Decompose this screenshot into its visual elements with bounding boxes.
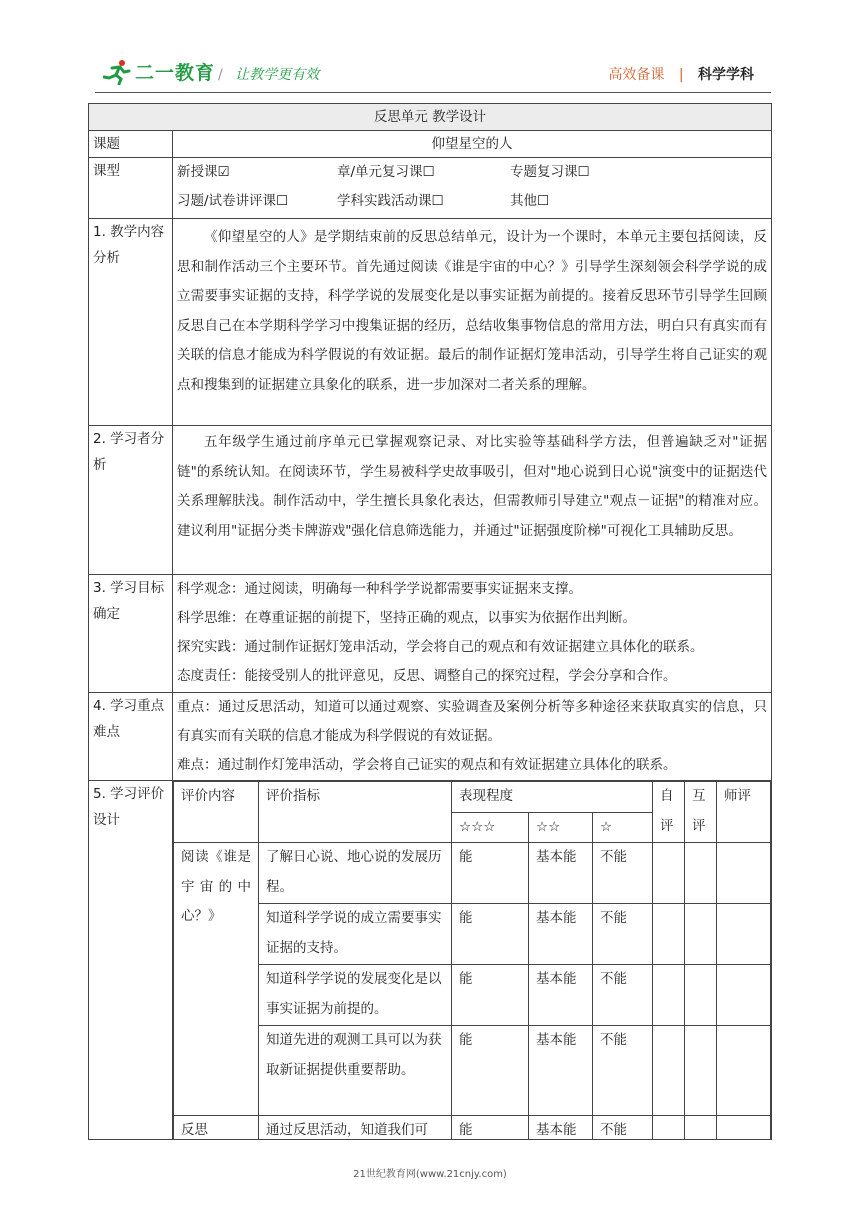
self-eval-cell — [653, 965, 685, 1026]
type-other: 其他☐ — [510, 193, 550, 209]
eval-header-row — [174, 782, 771, 813]
type-options — [173, 158, 772, 219]
difficult-point: 难点：通过制作灯笼串活动，学会将自己证实的观点和有效证据建立具体化的联系。 — [177, 757, 677, 773]
table-row — [174, 965, 771, 1026]
topic-row — [89, 131, 772, 158]
s2-paragraph: 五年级学生通过前序单元已掌握观察记录、对比实验等基础科学方法，但普遍缺乏对"证据链"的系统认知。在阅读环节，学生易被科学史故事吸引，但对"地心说到日心说"演变中的证据迭代关系理解肤浅。制作活动中，学生擅长具象化表达，但需教师引导建立"观点－证据"的精准对应。建议利用"证据分类卡牌游戏"强化信息筛选能力，并通过"证据强度阶梯"可视化工具辅助反思。 — [177, 434, 767, 539]
level-can: 能 — [452, 904, 529, 965]
level-cannot: 不能 — [593, 965, 653, 1026]
eval-h-content: 评价内容 — [174, 782, 259, 843]
teacher-eval-cell — [717, 1116, 771, 1140]
type-row — [89, 158, 772, 219]
eval-h-indicator: 评价指标 — [259, 782, 452, 843]
type-exercise-review: 习题/试卷讲评课☐ — [177, 193, 289, 209]
eval-h-self: 自评 — [653, 782, 685, 843]
tag-efficient-prep: 高效备课 — [608, 67, 665, 83]
content-analysis-row — [89, 219, 772, 426]
peer-eval-cell — [685, 1026, 717, 1116]
level-cannot: 不能 — [593, 1026, 653, 1116]
self-eval-cell — [653, 904, 685, 965]
eval-indicator: 知道科学学说的成立需要事实证据的支持。 — [259, 904, 452, 965]
objective-practice: 探究实践：通过制作证据灯笼串活动，学会将自己的观点和有效证据建立具体化的联系。 — [177, 639, 704, 655]
evaluation-row — [89, 781, 772, 1140]
evaluation-table — [173, 781, 771, 1139]
eval-indicator: 知道科学学说的发展变化是以事实证据为前提的。 — [259, 965, 452, 1026]
teacher-eval-cell — [717, 1026, 771, 1116]
self-eval-cell — [653, 1026, 685, 1116]
level-basic: 基本能 — [529, 1026, 593, 1116]
key-points-row — [89, 693, 772, 781]
table-row — [174, 1026, 771, 1116]
level-basic: 基本能 — [529, 843, 593, 904]
page-footer: 21世纪教育网(www.21cnjy.com) — [353, 1169, 507, 1180]
level-can: 能 — [452, 843, 529, 904]
s3-content — [173, 575, 772, 693]
slogan — [218, 64, 319, 84]
peer-eval-cell — [685, 843, 717, 904]
s1-label: 1. 教学内容分析 — [89, 219, 173, 426]
table-row — [174, 1116, 771, 1140]
tag-separator: | — [678, 67, 684, 83]
page-header — [0, 0, 860, 100]
lesson-design-table — [88, 103, 772, 1140]
peer-eval-cell — [685, 965, 717, 1026]
tag-subject: 科学学科 — [698, 67, 754, 83]
s5-label: 5. 学习评价设计 — [89, 781, 173, 1140]
eval-group-reflection: 反思 — [174, 1116, 259, 1140]
header-tags — [608, 64, 754, 84]
one-star: ☆ — [593, 812, 653, 843]
eval-indicator: 通过反思活动，知道我们可 — [259, 1116, 452, 1140]
objective-concept: 科学观念：通过阅读，明确每一种科学学说都需要事实证据来支撑。 — [177, 581, 582, 597]
s1-content — [173, 219, 772, 426]
s1-paragraph: 《仰望星空的人》是学期结束前的反思总结单元，设计为一个课时，本单元主要包括阅读，反思和制作活动三个主要环节。首先通过阅读《谁是宇宙的中心？》引导学生深刻领会科学学说的成立需要事实证据的支持，科学学说的发展变化是以事实证据为前提的。接着反思环节引导学生回顾反思自己在本学期科学学习中搜集证据的经历，总结收集事物信息的常用方法，明白只有真实而有关联的信息才能成为科学假说的有效证据。最后的制作证据灯笼串活动，引导学生将自己证实的观点和搜集到的证据建立具象化的联系，进一步加深对二者关系的理解。 — [177, 229, 767, 393]
topic-value: 仰望星空的人 — [173, 131, 772, 158]
level-basic: 基本能 — [529, 1116, 593, 1140]
teacher-eval-cell — [717, 904, 771, 965]
brand-name: 二一教育 — [135, 62, 216, 84]
objectives-row — [89, 575, 772, 693]
table-row — [174, 904, 771, 965]
level-can: 能 — [452, 1116, 529, 1140]
title-row — [89, 104, 772, 131]
type-unit-review: 章/单元复习课☐ — [337, 164, 435, 180]
level-can: 能 — [452, 1026, 529, 1116]
two-stars: ☆☆ — [529, 812, 593, 843]
header-divider — [95, 92, 771, 93]
learner-analysis-row — [89, 426, 772, 575]
level-basic: 基本能 — [529, 965, 593, 1026]
objective-attitude: 态度责任：能接受别人的批评意见，反思、调整自己的探究过程，学会分享和合作。 — [177, 668, 677, 684]
self-eval-cell — [653, 1116, 685, 1140]
eval-h-peer: 互评 — [685, 782, 717, 843]
type-new-lesson: 新授课☑ — [177, 164, 230, 180]
eval-indicator: 知道先进的观测工具可以为获取新证据提供重要帮助。 — [259, 1026, 452, 1116]
table-title: 反思单元 教学设计 — [89, 104, 772, 131]
objective-thinking: 科学思维：在尊重证据的前提下，坚持正确的观点，以事实为依据作出判断。 — [177, 610, 636, 626]
s2-label: 2. 学习者分析 — [89, 426, 173, 575]
s3-label: 3. 学习目标确定 — [89, 575, 173, 693]
eval-group-reading: 阅读《谁是宇宙的中心？》 — [174, 843, 259, 1116]
peer-eval-cell — [685, 904, 717, 965]
brand-logo — [103, 58, 215, 85]
self-eval-cell — [653, 843, 685, 904]
level-cannot: 不能 — [593, 1116, 653, 1140]
eval-h-performance: 表现程度 — [452, 782, 653, 813]
type-topic-review: 专题复习课☐ — [510, 164, 590, 180]
level-cannot: 不能 — [593, 904, 653, 965]
s5-content — [173, 781, 772, 1140]
s2-content — [173, 426, 772, 575]
level-cannot: 不能 — [593, 843, 653, 904]
table-row — [174, 843, 771, 904]
type-label: 课型 — [89, 158, 173, 219]
teacher-eval-cell — [717, 965, 771, 1026]
eval-h-teacher: 师评 — [717, 782, 771, 843]
s4-label: 4. 学习重点难点 — [89, 693, 173, 781]
three-stars: ☆☆☆ — [452, 812, 529, 843]
s4-content — [173, 693, 772, 781]
key-point: 重点：通过反思活动，知道可以通过观察、实验调查及案例分析等多种途径来获取真实的信息，只有真实而有关联的信息才能成为科学假说的有效证据。 — [177, 699, 767, 744]
topic-label: 课题 — [89, 131, 173, 158]
peer-eval-cell — [685, 1116, 717, 1140]
slogan-slash: / — [218, 67, 223, 83]
level-basic: 基本能 — [529, 904, 593, 965]
runner-logo-icon — [103, 59, 131, 85]
slogan-text: 让教学更有效 — [235, 67, 320, 83]
teacher-eval-cell — [717, 843, 771, 904]
level-can: 能 — [452, 965, 529, 1026]
type-practice-activity: 学科实践活动课☐ — [337, 193, 444, 209]
eval-indicator: 了解日心说、地心说的发展历程。 — [259, 843, 452, 904]
